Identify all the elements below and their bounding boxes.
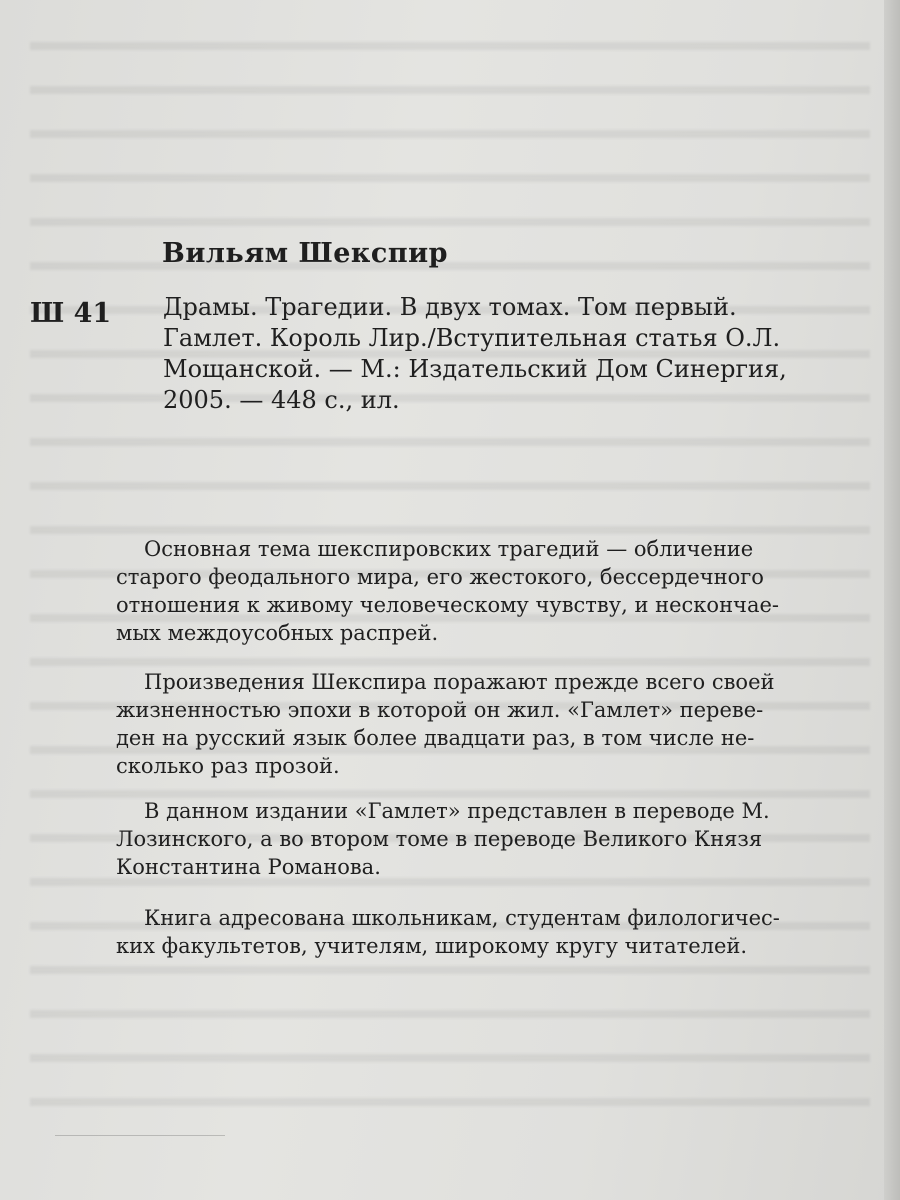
biblio-line: Драмы. Трагедии. В двух томах. Том первый. [163,293,737,321]
paragraph-line: мых междоусобных распрей. [116,621,439,645]
paragraph-line: ких факультетов, учителям, широкому кругу читателей. [116,934,748,958]
annotation-paragraph [116,904,816,960]
paragraph-line: ден на русский язык более двадцати раз, в том числе не- [116,726,755,750]
annotation-paragraph [116,797,816,881]
paragraph-line: жизненностью эпохи в которой он жил. «Гамлет» переве- [116,698,764,722]
biblio-line: Гамлет. Король Лир./Вступительная статья О.Л. [163,324,781,352]
biblio-line: 2005. — 448 с., ил. [163,386,400,414]
bibliographic-record [163,292,823,416]
paragraph-line: Основная тема шекспировских трагедий — обличение [144,537,754,561]
paragraph-line: Константина Романова. [116,855,381,879]
paragraph-line: Книга адресована школьникам, студентам филологичес- [144,906,780,930]
annotation-paragraph [116,535,816,647]
paragraph-line: старого феодального мира, его жестокого, бессердечного [116,565,764,589]
paragraph-line: Произведения Шекспира поражают прежде всего своей [144,670,775,694]
paragraph-line: сколько раз прозой. [116,754,340,778]
paragraph-line: отношения к живому человеческому чувству, и нескончае- [116,593,779,617]
footnote-divider [55,1135,225,1136]
biblio-line: Мощанской. — М.: Издательский Дом Синергия, [163,355,787,383]
author-name: Вильям Шекспир [162,238,449,269]
paragraph-line: В данном издании «Гамлет» представлен в переводе М. [144,799,770,823]
paragraph-line: Лозинского, а во втором томе в переводе Великого Князя [116,827,763,851]
annotation-paragraph [116,668,816,780]
catalog-code: Ш 41 [30,298,112,329]
page-edge [884,0,900,1200]
